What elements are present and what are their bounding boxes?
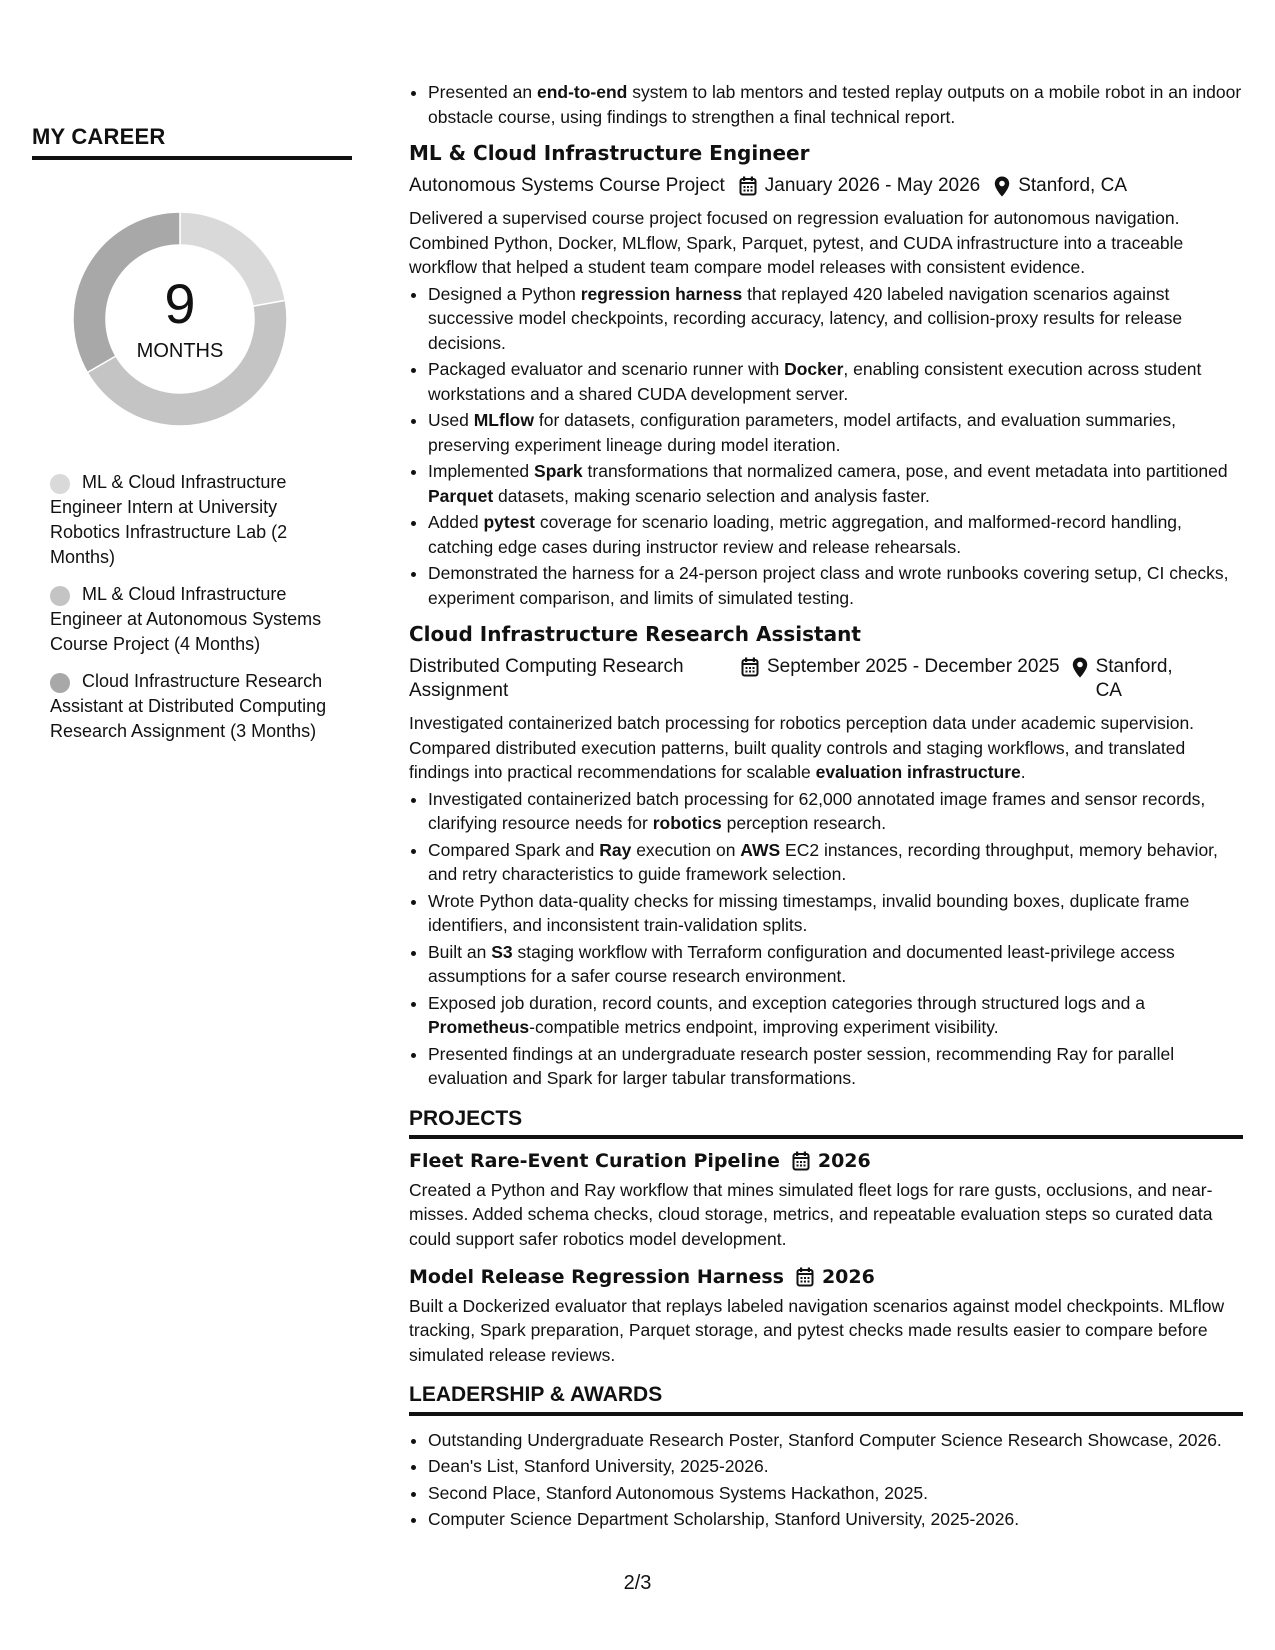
bullet-text: Designed a Python: [428, 283, 581, 304]
bullet-bold: end-to-end: [536, 82, 628, 102]
bullet-text: EC2 instances, recording throughput, memory behavior, and retry characteristics to guide framework selection.: [428, 839, 1218, 884]
donut-center: [65, 204, 295, 434]
bullet-item: [428, 510, 1243, 559]
bullet-text: transformations that normalized camera, pose, and event metadata into partitioned: [582, 461, 1228, 481]
bullet-bold: Spark: [534, 461, 583, 481]
job-dates: [739, 174, 980, 198]
bullet-text: Compared Spark and: [428, 839, 600, 860]
career-sidebar: [32, 124, 352, 756]
bullet-bold: S3: [491, 941, 513, 962]
legend-dot: [50, 586, 70, 606]
bullet-text: perception research.: [721, 813, 887, 833]
summary-text: Investigated containerized batch processing for robotics perception data under academic supervision. Compared distributed execution patterns, built quality controls and staging workflows, and translated findings into practical recommendations for scalable: [409, 713, 1195, 782]
awards-list: [409, 1428, 1243, 1532]
bullet-text: Presented an: [428, 82, 537, 102]
job-summary: [409, 711, 1243, 785]
bullet-text: Used: [428, 410, 474, 430]
job-location-text: Stanford, CA: [1095, 656, 1173, 701]
summary-text: .: [1020, 762, 1026, 782]
bullet-text: -compatible metrics endpoint, improving experiment visibility.: [529, 1017, 999, 1037]
location-pin-icon: [994, 176, 1010, 197]
bullet-item: [428, 561, 1243, 610]
bullet-item: [428, 889, 1243, 938]
project-description: Built a Dockerized evaluator that replays labeled navigation scenarios against model checkpoints. MLflow tracking, Spark preparation, Parquet storage, and pytest checks made results easier to compare before simulated release reviews.: [409, 1295, 1225, 1365]
bullet-bold: Parquet: [428, 485, 494, 506]
bullet-text: Added: [428, 512, 484, 532]
project-name: Fleet Rare-Event Curation Pipeline: [409, 1150, 780, 1172]
project-entry: [409, 1149, 1243, 1251]
legend-item: [50, 669, 335, 744]
page-number: 2/3: [623, 1572, 652, 1594]
legend-text: ML & Cloud Infrastructure Engineer Intern at University Robotics Infrastructure Lab (2 Months): [50, 472, 288, 567]
award-item: • Computer Science Department Scholarship, Stanford University, 2025-2026.: [428, 1507, 1243, 1532]
bullet-bold: pytest: [483, 512, 536, 532]
calendar-icon: [796, 1267, 814, 1287]
project-title: [409, 1149, 1243, 1174]
calendar-icon: [741, 657, 759, 677]
bullet-item: [428, 459, 1243, 508]
bullet-text: datasets, making scenario selection and analysis faster.: [493, 485, 930, 506]
bullet-text: Presented findings at an undergraduate research poster session, recommending Ray for parallel evaluation and Spark for larger tabular transformations.: [428, 1043, 1175, 1088]
job-meta: [409, 655, 1243, 703]
bullet-item: [428, 991, 1243, 1040]
calendar-icon: [739, 176, 757, 196]
project-name: Model Release Regression Harness: [409, 1266, 784, 1288]
bullet-item: [428, 282, 1243, 356]
donut-unit-label: MONTHS: [136, 340, 224, 362]
legend-dot: [50, 673, 70, 693]
donut-total-value: 9: [164, 272, 196, 335]
job-entry: [409, 140, 1243, 610]
bullet-text: Built an: [428, 941, 492, 962]
legend-item: [50, 470, 335, 570]
bullet-bold: Prometheus: [428, 1017, 530, 1037]
project-entry: [409, 1265, 1243, 1367]
bullet-text: , enabling consistent execution across student workstations and a shared CUDA development server.: [428, 359, 1202, 404]
job-bullets: [409, 787, 1243, 1091]
bullet-text: system to lab mentors and tested replay outputs on a mobile robot in an indoor obstacle course, using findings to strengthen a final technical report.: [428, 82, 1242, 127]
legend-item: [50, 582, 335, 657]
legend-text: ML & Cloud Infrastructure Engineer at Autonomous Systems Course Project (4 Months): [50, 584, 322, 654]
awards-section: [409, 1383, 1243, 1532]
section-title: LEADERSHIP & AWARDS: [409, 1383, 1243, 1416]
job-summary: Delivered a supervised course project focused on regression evaluation for autonomous navigation. Combined Python, Docker, MLflow, Spark, Parquet, pytest, and CUDA infrastructure into a traceable workflow that helped a student team compare model releases with consistent evidence.: [409, 208, 1184, 277]
bullet-bold: regression harness: [580, 283, 743, 304]
bullet-item: [428, 408, 1243, 457]
projects-section: [409, 1107, 1243, 1368]
bullet-item: [428, 787, 1243, 836]
career-donut-chart: [65, 204, 295, 434]
bullet-bold: Ray: [599, 839, 632, 860]
job-location-text: Stanford, CA: [1018, 175, 1127, 196]
project-year: 2026: [817, 1150, 871, 1172]
job-location: [1072, 655, 1190, 703]
bullet-text: Exposed job duration, record counts, and exception categories through structured logs and a: [428, 992, 1145, 1013]
job-entry: [409, 621, 1243, 1091]
calendar-icon: [792, 1151, 810, 1171]
bullet-item: [428, 838, 1243, 887]
job-dates-text: September 2025 - December 2025: [767, 656, 1060, 677]
bullet-text: Investigated containerized batch processing for 62,000 annotated image frames and sensor records, clarifying resource needs for: [428, 788, 1206, 833]
job-location: [994, 174, 1127, 198]
job-title: Cloud Infrastructure Research Assistant: [409, 622, 861, 646]
sidebar-title: MY CAREER: [32, 124, 352, 160]
carryover-bullets: [409, 80, 1243, 129]
bullet-text: for datasets, configuration parameters, model artifacts, and evaluation summaries, preserving experiment lineage during model iteration.: [428, 410, 1176, 455]
bullet-text: Wrote Python data-quality checks for missing timestamps, invalid bounding boxes, duplicate frame identifiers, and inconsistent train-validation splits.: [428, 890, 1190, 935]
project-title: [409, 1265, 1243, 1290]
bullet-text: staging workflow with Terraform configuration and documented least-privilege access assumptions for a safer course research environment.: [428, 941, 1175, 986]
award-item: • Outstanding Undergraduate Research Poster, Stanford Computer Science Research Showcase, 2026.: [428, 1428, 1243, 1453]
bullet-item: [428, 1042, 1243, 1091]
project-description: Created a Python and Ray workflow that mines simulated fleet logs for rare gusts, occlusions, and near-misses. Added schema checks, cloud storage, metrics, and repeatable evaluation steps so curated data could support safer robotics model development.: [409, 1179, 1213, 1249]
job-org: Distributed Computing Research Assignment: [409, 656, 684, 701]
bullet-item: [428, 940, 1243, 989]
job-dates-text: January 2026 - May 2026: [764, 175, 981, 196]
bullet-text: Implemented: [428, 461, 535, 481]
bullet-text: coverage for scenario loading, metric aggregation, and malformed-record handling, catching edge cases during instructor review and release rehearsals.: [428, 512, 1182, 557]
location-pin-icon: [1072, 657, 1088, 678]
section-title: PROJECTS: [409, 1107, 1243, 1140]
bullet-bold: AWS: [740, 839, 781, 860]
bullet-text: Packaged evaluator and scenario runner with: [428, 359, 785, 379]
resume-main-column: [409, 80, 1243, 1534]
career-legend: [50, 470, 335, 744]
job-org: Autonomous Systems Course Project: [409, 175, 725, 196]
job-meta: [409, 174, 1243, 198]
job-bullets: [409, 282, 1243, 611]
bullet-item: [428, 80, 1243, 129]
bullet-bold: MLflow: [473, 410, 534, 430]
bullet-bold: Docker: [784, 359, 844, 379]
bullet-text: that replayed 420 labeled navigation scenarios against successive model checkpoints, recording accuracy, latency, and collision-proxy results for release decisions.: [428, 283, 1183, 353]
project-year: 2026: [821, 1266, 875, 1288]
bullet-item: [428, 357, 1243, 406]
job-dates: [741, 655, 1060, 679]
legend-dot: [50, 474, 70, 494]
award-item: • Second Place, Stanford Autonomous Systems Hackathon, 2025.: [428, 1481, 1243, 1506]
job-title: ML & Cloud Infrastructure Engineer: [409, 141, 810, 165]
award-item: • Dean's List, Stanford University, 2025-2026.: [428, 1454, 1243, 1479]
bullet-text: execution on: [631, 839, 741, 860]
bullet-text: Demonstrated the harness for a 24-person project class and wrote runbooks covering setup, CI checks, experiment comparison, and limits of simulated testing.: [428, 563, 1229, 608]
summary-bold: evaluation infrastructure: [815, 762, 1021, 782]
bullet-bold: robotics: [652, 813, 722, 833]
legend-text: Cloud Infrastructure Research Assistant at Distributed Computing Research Assignment (3 Months): [50, 671, 327, 741]
